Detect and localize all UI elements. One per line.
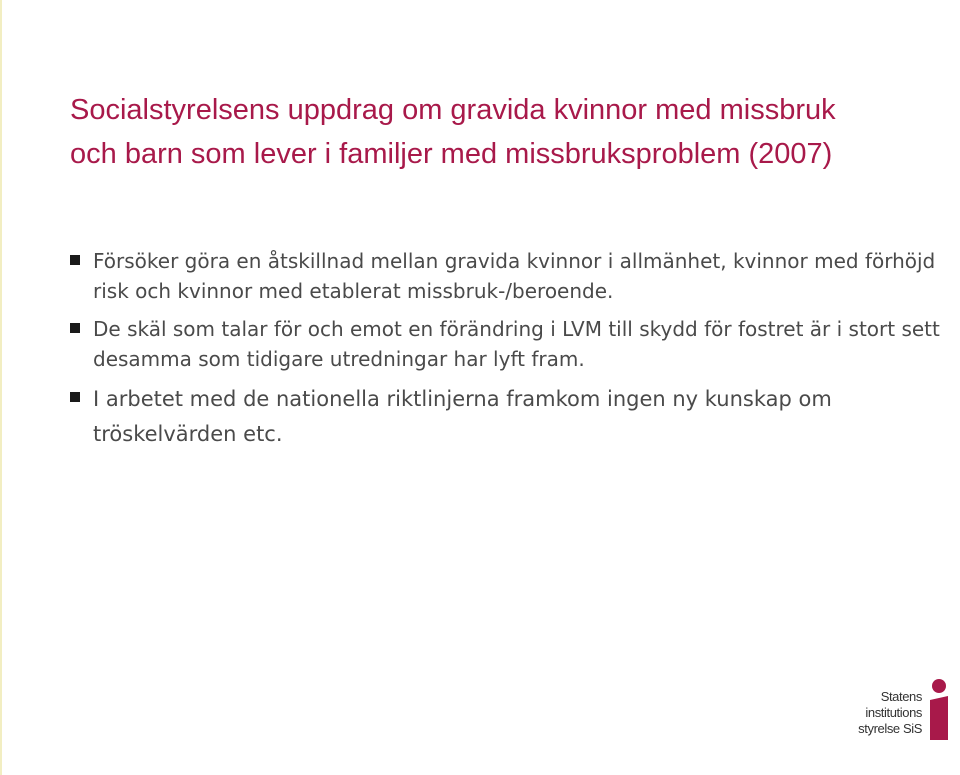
bullet-text: Försöker göra en åtskillnad mellan gravida kvinnor i allmänhet, kvinnor med förhöjd risk och kvinnor med etablerat missbruk-/beroende.	[93, 249, 936, 303]
title-line-2: och barn som lever i familjer med missbruksproblem (2007)	[70, 138, 833, 170]
logo-line-2: institutions	[865, 705, 922, 720]
logo-text	[842, 689, 922, 737]
bullet-item	[70, 382, 940, 452]
sis-logo	[858, 678, 954, 744]
bullet-text: De skäl som talar för och emot en förändring i LVM till skydd för fostret är i stort sett desamma som tidigare utredningar har lyft fram.	[93, 317, 940, 371]
logo-line-1: Statens	[880, 689, 922, 704]
logo-line-3: styrelse SiS	[858, 721, 922, 736]
slide-title	[70, 88, 930, 176]
bullet-text: I arbetet med de nationella riktlinjerna framkom ingen ny kunskap om tröskelvärden etc.	[93, 387, 832, 446]
bullet-item	[70, 246, 940, 306]
bullet-list	[70, 246, 940, 452]
square-bullet-icon	[70, 255, 80, 265]
square-bullet-icon	[70, 323, 80, 333]
square-bullet-icon	[70, 392, 80, 402]
sis-i-icon	[924, 678, 954, 740]
left-rule	[0, 0, 2, 775]
title-line-1: Socialstyrelsens uppdrag om gravida kvinnor med missbruk	[70, 94, 836, 126]
bullet-item	[70, 314, 940, 374]
